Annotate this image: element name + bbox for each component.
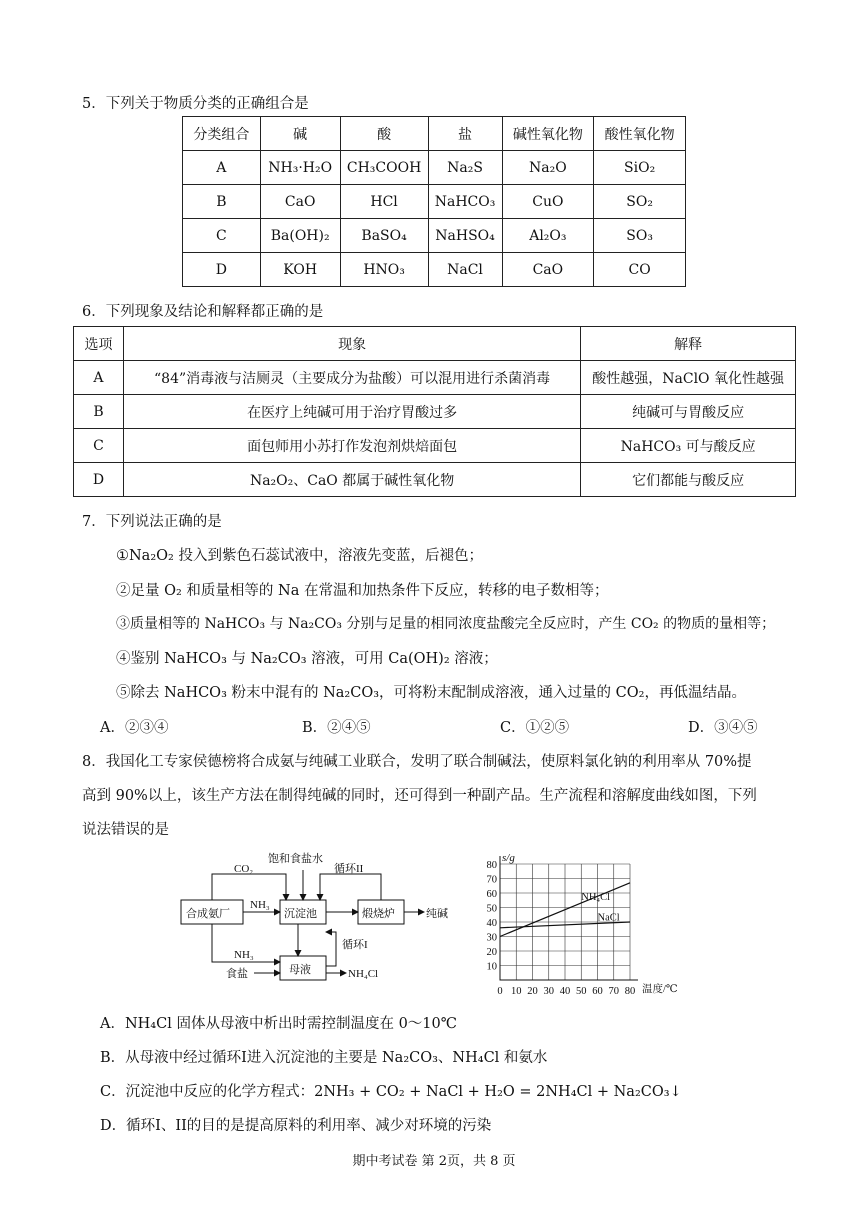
q6-cell: A <box>74 361 124 395</box>
q5-cell: NH₃·H₂O <box>260 151 340 185</box>
y-tick-label: 80 <box>486 860 497 871</box>
q7-option-d: D．③④⑤ <box>688 720 758 736</box>
q6-header-row <box>74 327 796 361</box>
q6-cell: D <box>74 463 124 497</box>
q7-statement-5: ⑤除去 NaHCO₃ 粉末中混有的 Na₂CO₃，可将粉末配制成溶液，通入过量的 CO₂，再低温结晶。 <box>116 685 746 701</box>
q5-row <box>183 185 686 219</box>
x-tick-label: 30 <box>543 986 554 997</box>
q5-cell: NaHSO₄ <box>428 219 502 253</box>
q6-cell: 它们都能与酸反应 <box>581 463 796 497</box>
q5-cell: CO <box>594 253 686 287</box>
q6-cell: “84”消毒液与洁厕灵（主要成分为盐酸）可以混用进行杀菌消毒 <box>123 361 580 395</box>
q5-cell: Ba(OH)₂ <box>260 219 340 253</box>
q8-option-b: B．从母液中经过循环I进入沉淀池的主要是 Na₂CO₃、NH₄Cl 和氨水 <box>100 1050 548 1066</box>
q5-cell: SO₂ <box>594 185 686 219</box>
solubility-chart <box>472 848 692 998</box>
label-soda: 纯碱 <box>426 908 448 920</box>
q5-title: 5．下列关于物质分类的正确组合是 <box>82 96 309 112</box>
x-tick-label: 20 <box>527 986 538 997</box>
q5-cell: D <box>183 253 261 287</box>
q5-row <box>183 253 686 287</box>
q8-option-c: C．沉淀池中反应的化学方程式：2NH₃ + CO₂ + NaCl + H₂O = 2NH₄Cl + Na₂CO₃↓ <box>100 1084 682 1100</box>
label-precip-tank: 沉淀池 <box>284 908 317 920</box>
q5-cell: CaO <box>502 253 594 287</box>
label-nh3-bottom: NH₃ <box>234 949 254 961</box>
q5-header-cell: 碱 <box>260 117 340 151</box>
series-label-1: NaCl <box>597 912 620 924</box>
q5-cell: BaSO₄ <box>340 219 428 253</box>
q7-option-c: C．①②⑤ <box>500 720 570 736</box>
label-salt: 食盐 <box>226 968 248 980</box>
y-tick-label: 20 <box>486 947 497 958</box>
label-nh3-top: NH₃ <box>250 899 270 911</box>
label-cycle-1: 循环I <box>342 939 368 951</box>
q5-header-cell: 碱性氧化物 <box>502 117 594 151</box>
q5-cell: SO₃ <box>594 219 686 253</box>
q5-cell: CH₃COOH <box>340 151 428 185</box>
y-axis-label: s/g <box>502 852 515 864</box>
q5-cell: HNO₃ <box>340 253 428 287</box>
q5-cell: NaHCO₃ <box>428 185 502 219</box>
q5-cell: NaCl <box>428 253 502 287</box>
q7-title: 7．下列说法正确的是 <box>82 514 222 530</box>
q8-line-1: 8．我国化工专家侯德榜将合成氨与纯碱工业联合，发明了联合制碱法，使原料氯化钠的利用率从 70%提 <box>82 754 752 770</box>
q5-cell: B <box>183 185 261 219</box>
q6-cell: 面包师用小苏打作发泡剂烘焙面包 <box>123 429 580 463</box>
y-tick-label: 60 <box>486 889 497 900</box>
label-nh4cl: NH₄Cl <box>348 968 379 980</box>
y-tick-label: 50 <box>486 903 497 915</box>
q6-cell: 酸性越强，NaClO 氧化性越强 <box>581 361 796 395</box>
y-tick-label: 70 <box>486 874 497 886</box>
x-tick-label: 40 <box>559 986 571 997</box>
q5-row <box>183 219 686 253</box>
x-axis-label: 温度/℃ <box>642 984 678 995</box>
q5-cell: Na₂O <box>502 151 594 185</box>
q7-statement-3: ③质量相等的 NaHCO₃ 与 Na₂CO₃ 分别与足量的相同浓度盐酸完全反应时，产生 CO₂ 的物质的量相等； <box>116 616 776 632</box>
y-tick-label: 40 <box>486 918 497 929</box>
q7-statement-2: ②足量 O₂ 和质量相等的 Na 在常温和加热条件下反应，转移的电子数相等； <box>116 583 609 599</box>
q5-header-cell: 分类组合 <box>183 117 261 151</box>
q5-header-cell: 酸 <box>340 117 428 151</box>
q6-cell: 纯碱可与胃酸反应 <box>581 395 796 429</box>
q6-cell: C <box>74 429 124 463</box>
q6-header-cell: 解释 <box>581 327 796 361</box>
q5-cell: KOH <box>260 253 340 287</box>
q5-header-cell: 盐 <box>428 117 502 151</box>
q8-line-3: 说法错误的是 <box>82 822 169 838</box>
q5-cell: HCl <box>340 185 428 219</box>
label-calciner: 煅烧炉 <box>362 908 395 920</box>
label-cycle-2: 循环II <box>334 863 364 875</box>
q7-statement-1: ①Na₂O₂ 投入到紫色石蕊试液中，溶液先变蓝，后褪色； <box>116 548 483 564</box>
q5-cell: Na₂S <box>428 151 502 185</box>
q5-header-row <box>183 117 686 151</box>
q6-cell: 在医疗上纯碱可用于治疗胃酸过多 <box>123 395 580 429</box>
x-tick-label: 0 <box>497 986 503 997</box>
flow-diagram <box>176 848 466 988</box>
q6-cell: NaHCO₃ 可与酸反应 <box>581 429 796 463</box>
x-tick-label: 50 <box>576 986 587 997</box>
q8-option-d: D．循环I、II的目的是提高原料的利用率、减少对环境的污染 <box>100 1118 492 1134</box>
q5-header-cell: 酸性氧化物 <box>594 117 686 151</box>
q7-option-a: A．②③④ <box>100 720 169 736</box>
q8-line-2: 高到 90%以上，该生产方法在制得纯碱的同时，还可得到一种副产品。生产流程和溶解度曲线如图，下列 <box>82 788 757 804</box>
x-tick-label: 80 <box>624 986 636 997</box>
q8-option-a: A．NH₄Cl 固体从母液中析出时需控制温度在 0～10℃ <box>100 1016 457 1032</box>
q6-row <box>74 361 796 395</box>
x-tick-label: 60 <box>592 986 603 997</box>
q5-cell: C <box>183 219 261 253</box>
q6-header-cell: 选项 <box>74 327 124 361</box>
q5-cell: CaO <box>260 185 340 219</box>
label-co2: CO₂ <box>234 863 254 875</box>
series-label-0: NH₄Cl <box>581 892 610 904</box>
q5-table <box>182 116 686 287</box>
q5-cell: CuO <box>502 185 594 219</box>
y-tick-label: 30 <box>486 932 497 944</box>
label-brine: 饱和食盐水 <box>268 853 323 865</box>
label-mother-liquor: 母液 <box>289 964 311 976</box>
q6-cell: Na₂O₂、CaO 都属于碱性氧化物 <box>123 463 580 497</box>
q7-option-b: B．②④⑤ <box>302 720 371 736</box>
q5-row <box>183 151 686 185</box>
q6-cell: B <box>74 395 124 429</box>
q5-cell: Al₂O₃ <box>502 219 594 253</box>
label-ammonia-plant: 合成氨厂 <box>186 908 230 920</box>
y-tick-label: 10 <box>486 961 497 973</box>
q7-statement-4: ④鉴别 NaHCO₃ 与 Na₂CO₃ 溶液，可用 Ca(OH)₂ 溶液； <box>116 651 498 667</box>
q5-cell: A <box>183 151 261 185</box>
x-tick-label: 70 <box>608 986 619 997</box>
page-footer: 期中考试卷 第 2页，共 8 页 <box>352 1154 516 1169</box>
q6-table <box>73 326 796 497</box>
q6-row <box>74 463 796 497</box>
q6-header-cell: 现象 <box>123 327 580 361</box>
q6-row <box>74 395 796 429</box>
x-tick-label: 10 <box>511 986 522 997</box>
q6-row <box>74 429 796 463</box>
q6-title: 6．下列现象及结论和解释都正确的是 <box>82 304 324 320</box>
q5-cell: SiO₂ <box>594 151 686 185</box>
